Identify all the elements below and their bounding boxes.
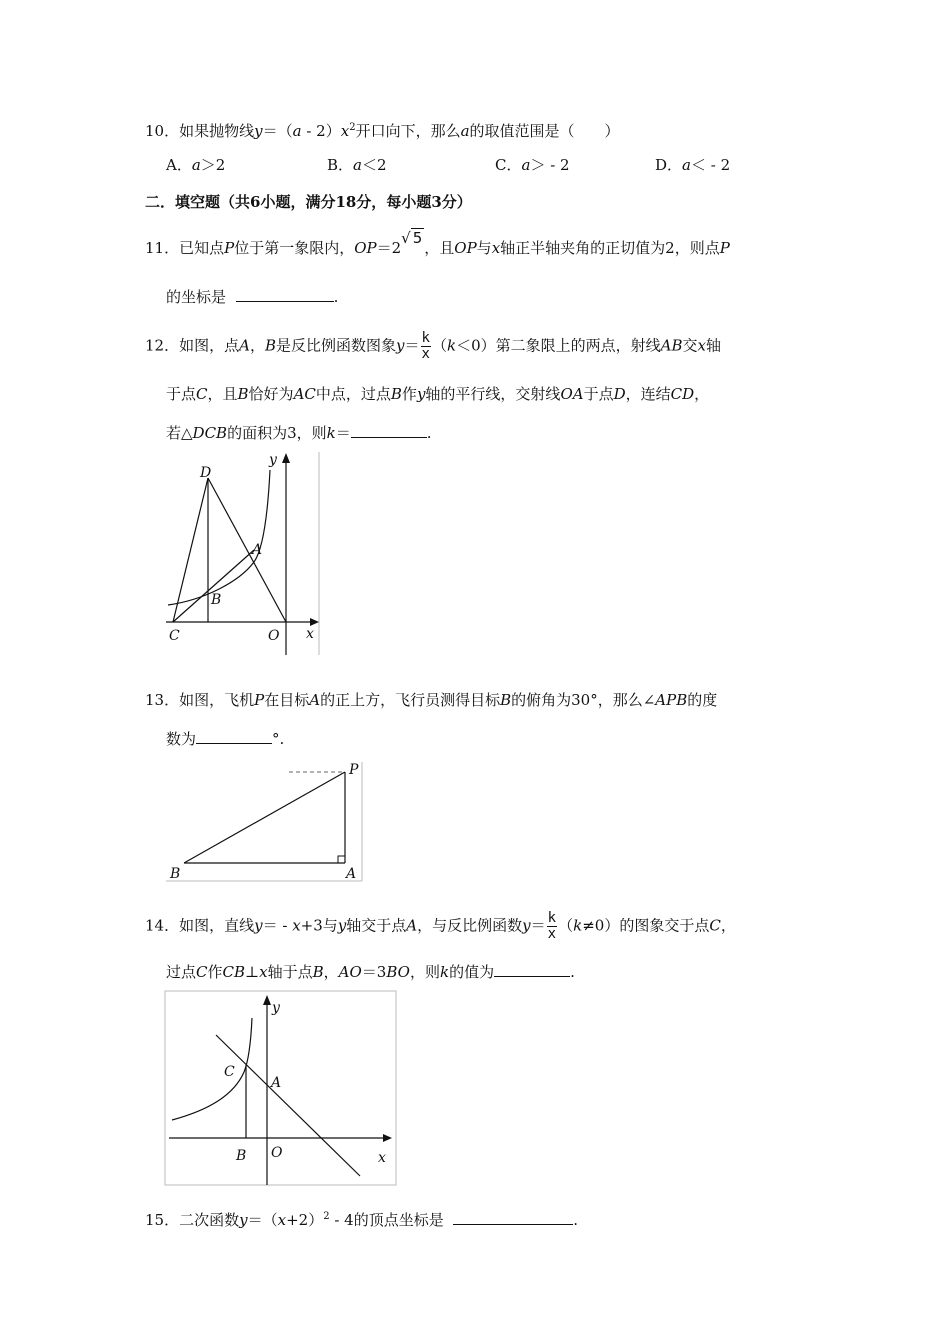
y-axis-arrow <box>282 453 290 463</box>
sqrt-five: √ 5 <box>401 229 423 247</box>
label-x: x <box>378 1150 386 1166</box>
q10-stem: 10．如果抛物线$y=(a - 2)x^2$开口向下，那么a的取值范围是（ ） <box>145 122 620 140</box>
label-B: B <box>236 1148 247 1164</box>
x-axis-arrow <box>383 1134 392 1142</box>
line-CA <box>173 550 254 622</box>
label-C: C <box>169 628 180 644</box>
q11-answer-blank[interactable] <box>236 287 334 302</box>
label-y: y <box>272 1000 280 1016</box>
q13-answer-blank[interactable] <box>196 729 272 744</box>
label-P: P <box>349 762 359 778</box>
right-angle-mark <box>338 856 345 863</box>
q14-line2: 过点C作CB⊥x轴于点B，AO＝3BO，则k的值为 . <box>166 963 575 981</box>
label-O: O <box>268 628 280 644</box>
q10-option-a[interactable]: A．a＞2 <box>166 156 226 174</box>
q15-number: 15 <box>145 1211 165 1229</box>
q14-figure <box>164 990 400 1190</box>
label-x: x <box>306 626 314 642</box>
fraction-k-over-x: $\frac{k}{x}$ <box>547 910 557 942</box>
hyperbola-curve <box>172 1018 252 1120</box>
q12-stem: 12．如图，点A，B是反比例函数图象y＝ $\frac{k}{x}$ （k＜0）第二象限上的两点，射线AB交x轴 <box>145 330 721 362</box>
q12-line3: 若△DCB的面积为3，则k＝ . <box>166 424 432 442</box>
section-heading: 二．填空题（共6小题，满分18分，每小题3分） <box>145 193 472 211</box>
q14-stem: 14．如图，直线y＝ - x+3与y轴交于点A，与反比例函数y＝ $\frac{k}{x}$ （k≠0）的图象交于点C， <box>145 910 736 942</box>
q12-number: 12 <box>145 336 165 355</box>
q11-line2: 的坐标是 . <box>166 288 339 306</box>
q13-number: 13 <box>145 691 165 709</box>
label-A: A <box>346 866 357 882</box>
q11-number: 11 <box>145 239 165 257</box>
q14-number: 14 <box>145 916 165 935</box>
q13-stem: 13．如图，飞机P在目标A的正上方，飞行员测得目标B的俯角为30°，那么∠APB的度 <box>145 691 718 709</box>
label-C: C <box>224 1064 235 1080</box>
q15-stem: 15．二次函数$y=(x+2)^2 - 4$的顶点坐标是 . <box>145 1211 579 1229</box>
label-A: A <box>271 1075 282 1091</box>
line-BP <box>184 772 345 863</box>
q11-stem: 11．已知点P位于第一象限内，OP＝2√ 5，且OP与x轴正半轴夹角的正切值为2，则点P <box>145 229 730 257</box>
q12-figure <box>164 450 324 660</box>
q12-answer-blank[interactable] <box>351 423 427 438</box>
fraction-k-over-x: $\frac{k}{x}$ <box>421 330 430 362</box>
label-B: B <box>211 592 222 608</box>
label-D: D <box>200 465 212 481</box>
q10-option-b[interactable]: B．a＜2 <box>327 156 387 174</box>
hyperbola-curve <box>168 470 270 605</box>
y-axis-arrow <box>263 995 271 1005</box>
label-B: B <box>170 866 181 882</box>
q12-line2: 于点C，且B恰好为AC中点，过点B作y轴的平行线，交射线OA于点D，连结CD， <box>166 385 710 403</box>
q10-number: 10 <box>145 122 165 140</box>
label-y: y <box>269 452 277 468</box>
q15-answer-blank[interactable] <box>453 1210 573 1225</box>
q10-option-d[interactable]: D．a＜ - 2 <box>655 156 731 174</box>
label-O: O <box>271 1145 283 1161</box>
q14-answer-blank[interactable] <box>494 962 570 977</box>
label-A: A <box>252 542 263 558</box>
q13-figure <box>164 760 364 885</box>
q10-option-c[interactable]: C．a＞ - 2 <box>495 156 570 174</box>
x-axis-arrow <box>310 618 319 626</box>
q13-line2: 数为 °. <box>166 730 285 748</box>
